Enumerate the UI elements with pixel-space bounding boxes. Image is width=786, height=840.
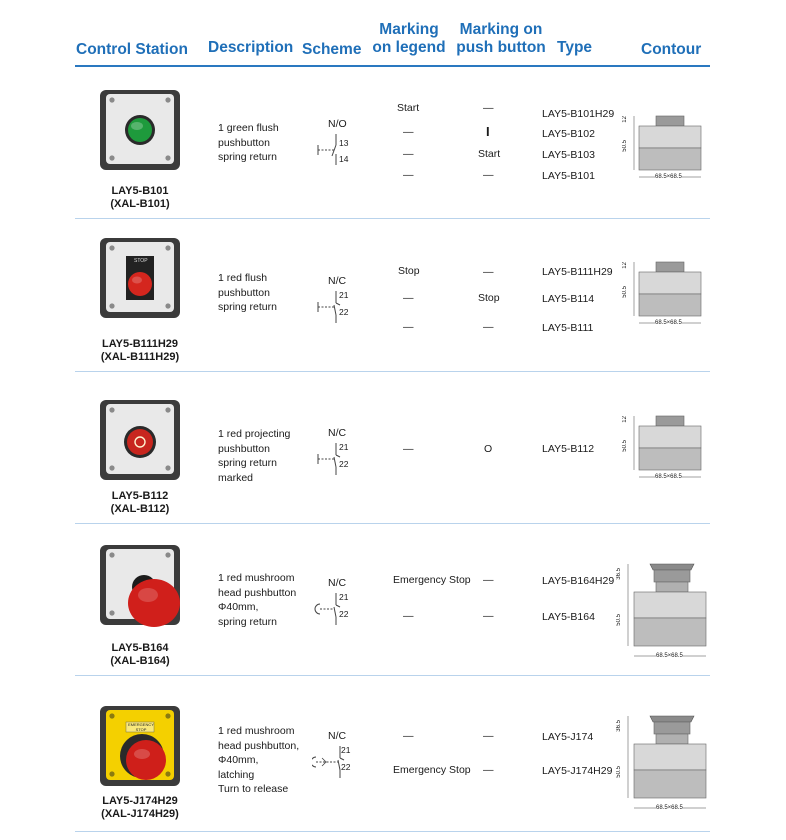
terminal-label: 22 [339, 307, 349, 317]
terminal-label: 21 [339, 290, 349, 300]
model-name: LAY5-J174H29 [102, 795, 178, 807]
control-station-image [98, 236, 182, 320]
description-text: 1 red mushroom head pushbutton Φ40mm, spring return [218, 572, 297, 628]
model-name: LAY5-B111H29 [101, 338, 179, 350]
dimension-label: 50.5 [616, 766, 622, 778]
push-marking: — [483, 730, 494, 742]
terminal-label: 22 [339, 609, 349, 619]
dimension-label: 68.5×68.5 [655, 174, 682, 180]
push-marking: — [483, 764, 494, 776]
row-divider [75, 523, 710, 524]
push-marking: Stop [478, 292, 500, 304]
row-divider [75, 218, 710, 219]
dimension-label: 68.5×68.5 [655, 474, 682, 480]
alt-model-name: (XAL-B111H29) [100, 351, 180, 363]
contour-drawing [622, 258, 710, 332]
model-caption [80, 185, 200, 211]
legend-marking: — [403, 610, 414, 622]
legend-marking: — [403, 443, 414, 455]
dimension-label: 12 [622, 262, 628, 269]
legend-marking: Stop [398, 265, 420, 277]
contact-type-label: N/C [328, 275, 347, 287]
type-code: LAY5-B112 [542, 443, 595, 455]
dimension-label: 12 [622, 416, 628, 423]
legend-marking: — [403, 730, 414, 742]
model-caption [80, 795, 200, 821]
alt-model-name: (XAL-B101) [110, 198, 170, 210]
contact-type-label: N/C [328, 427, 347, 439]
dimension-label: 50.5 [622, 140, 628, 152]
type-code: LAY5-B114 [542, 293, 595, 305]
model-name: LAY5-B164 [111, 642, 169, 654]
control-station-image [98, 704, 182, 792]
push-marking: Start [478, 148, 501, 160]
push-marking: — [483, 610, 494, 622]
contour-drawing [616, 712, 710, 816]
legend-marking: Start [397, 102, 420, 114]
model-name: LAY5-B112 [111, 490, 169, 502]
description-text: 1 green flush pushbutton spring return [218, 122, 279, 163]
control-station-image [98, 543, 182, 639]
header-marking-on-legend [370, 21, 448, 57]
scheme-diagram [312, 427, 358, 483]
dimension-label: 36.5 [616, 568, 622, 580]
type-code: LAY5-B111H29 [542, 266, 613, 278]
row-divider [75, 831, 710, 832]
legend-marking: Emergency Stop [393, 764, 471, 776]
header-contour: Contour [641, 41, 702, 58]
push-marking: — [483, 321, 494, 333]
type-code: LAY5-J174H29 [542, 765, 613, 777]
dimension-label: 50.5 [622, 440, 628, 452]
type-code: LAY5-B101H29 [542, 108, 615, 120]
header-legend-line1: Marking [379, 21, 439, 38]
push-marking: I [486, 124, 490, 139]
alt-model-name: (XAL-J174H29) [101, 808, 179, 820]
type-code: LAY5-B111 [542, 322, 594, 334]
dimension-label: 68.5×68.5 [656, 805, 683, 811]
description-text: 1 red projecting pushbutton spring return marked [218, 428, 291, 484]
control-station-image [98, 398, 182, 482]
legend-marking: — [403, 169, 414, 181]
push-marking: O [484, 443, 493, 455]
row-divider [75, 371, 710, 372]
header-control-station: Control Station [76, 41, 188, 58]
terminal-label: 22 [339, 459, 349, 469]
header-push-line2: push button [456, 39, 546, 56]
terminal-label: 14 [339, 154, 349, 164]
header-divider [75, 65, 710, 67]
dimension-label: 50.5 [622, 286, 628, 298]
model-caption [80, 642, 200, 668]
contact-type-label: N/C [328, 730, 347, 742]
terminal-label: 13 [339, 138, 349, 148]
contour-drawing [622, 112, 710, 186]
type-code: LAY5-B103 [542, 149, 595, 161]
terminal-label: 21 [339, 442, 349, 452]
type-code: LAY5-B102 [542, 128, 595, 140]
push-marking: — [483, 102, 494, 114]
row-divider [75, 675, 710, 676]
scheme-diagram [312, 730, 362, 786]
dimension-label: 50.5 [616, 614, 622, 626]
legend-marking: — [403, 126, 414, 138]
dimension-label: 12 [622, 116, 628, 123]
contact-type-label: N/C [328, 577, 347, 589]
contour-drawing [616, 560, 710, 664]
description-text: 1 red flush pushbutton spring return [218, 272, 277, 313]
alt-model-name: (XAL-B112) [110, 503, 170, 515]
header-type: Type [557, 39, 593, 56]
header-legend-line2: on legend [372, 39, 446, 56]
legend-marking: Emergency Stop [393, 574, 471, 586]
model-caption [80, 338, 200, 364]
dimension-label: 68.5×68.5 [655, 320, 682, 326]
type-code: LAY5-B164H29 [542, 575, 615, 587]
scheme-diagram [312, 118, 358, 174]
terminal-label: 21 [339, 592, 349, 602]
header-description: Description [208, 39, 294, 56]
push-marking: — [483, 169, 494, 181]
terminal-label: 21 [341, 745, 351, 755]
legend-marking: — [403, 321, 414, 333]
model-name: LAY5-B101 [111, 185, 169, 197]
legend-plate-text: STOP [134, 258, 148, 264]
dimension-label: 36.5 [616, 720, 622, 732]
scheme-diagram [312, 275, 358, 331]
type-code: LAY5-B101 [542, 170, 595, 182]
push-marking: — [483, 266, 494, 278]
model-caption [80, 490, 200, 516]
contour-drawing [622, 412, 710, 486]
scheme-diagram [312, 577, 358, 633]
header-marking-on-push-button [454, 21, 548, 57]
header-push-line1: Marking on [459, 21, 543, 38]
header-scheme: Scheme [302, 41, 362, 58]
legend-marking: — [403, 292, 414, 304]
dimension-label: 68.5×68.5 [656, 653, 683, 659]
push-marking: — [483, 574, 494, 586]
legend-marking: — [403, 148, 414, 160]
type-code: LAY5-B164 [542, 611, 595, 623]
control-station-image [98, 88, 182, 172]
description-text: 1 red mushroom head pushbutton, Φ40mm, latching Turn to release [218, 725, 300, 795]
type-code: LAY5-J174 [542, 731, 594, 743]
alt-model-name: (XAL-B164) [110, 655, 170, 667]
legend-plate-text: EMERGENCY STOP [128, 722, 154, 732]
terminal-label: 22 [341, 762, 351, 772]
contact-type-label: N/O [328, 118, 347, 130]
